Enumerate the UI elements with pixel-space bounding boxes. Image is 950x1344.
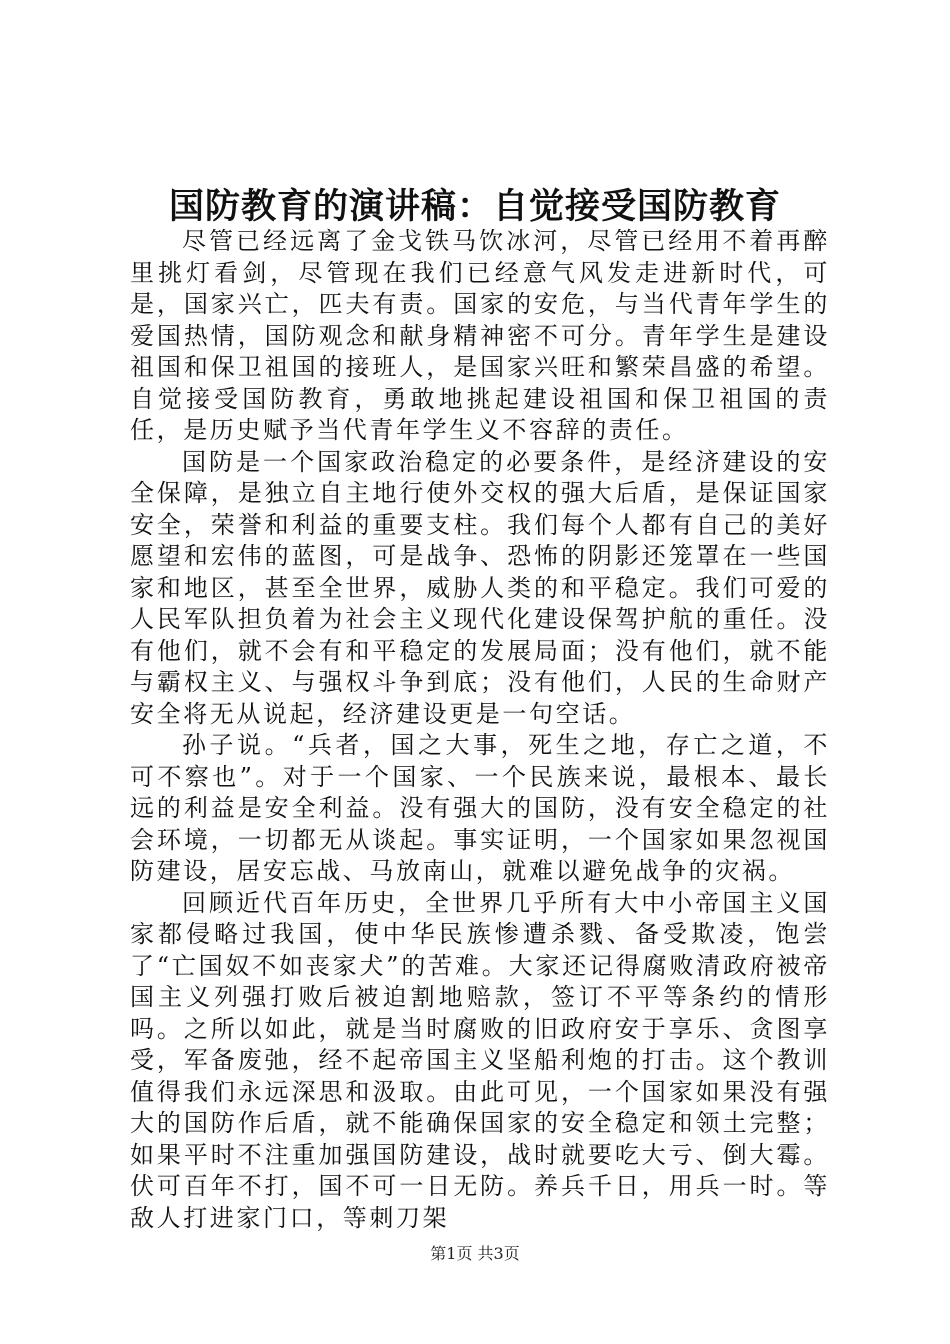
document-title: 国防教育的演讲稿：自觉接受国防教育 [168, 186, 781, 227]
page-footer: 第1页 共3页 [430, 1244, 520, 1263]
paragraph-4: 回顾近代百年历史，全世界几乎所有大中小帝国主义国家都侵略过我国，使中华民族惨遭杀戮、备受欺凌，饱尝了“亡国奴不如丧家犬”的苦难。大家还记得腐败清政府被帝国主义列强打败后被迫割地赔款，签订不平等条约的情形吗。之所以如此，就是当时腐败的旧政府安于享乐、贪图享受，军备废弛，经不起帝国主义坚船利炮的打击。这个教训值得我们永远深思和汲取。由此可见，一个国家如果没有强大的国防作后盾，就不能确保国家的安全稳定和领土完整；如果平时不注重加强国防建设，战时就要吃大亏、倒大霉。伏可百年不打，国不可一日无防。养兵千日，用兵一时。等敌人打进家门口，等刺刀架 [130, 888, 830, 1232]
document-body [130, 226, 830, 1234]
paragraph-1: 尽管已经远离了金戈铁马饮冰河，尽管已经用不着再醉里挑灯看剑，尽管现在我们已经意气风发走进新时代，可是，国家兴亡，匹夫有责。国家的安危，与当代青年学生的爱国热情，国防观念和献身精神密不可分。青年学生是建设祖国和保卫祖国的接班人，是国家兴旺和繁荣昌盛的希望。自觉接受国防教育，勇敢地挑起建设祖国和保卫祖国的责任，是历史赋予当代青年学生义不容辞的责任。 [130, 227, 830, 444]
paragraph-2: 国防是一个国家政治稳定的必要条件，是经济建设的安全保障，是独立自主地行使外交权的强大后盾，是保证国家安全，荣誉和利益的重要支柱。我们每个人都有自己的美好愿望和宏伟的蓝图，可是战争、恐怖的阴影还笼罩在一些国家和地区，甚至全世界，威胁人类的和平稳定。我们可爱的人民军队担负着为社会主义现代化建设保驾护航的重任。没有他们，就不会有和平稳定的发展局面；没有他们，就不能与霸权主义、与强权斗争到底；没有他们，人民的生命财产安全将无从说起，经济建设更是一句空话。 [130, 447, 830, 728]
paragraph-3: 孙子说。“兵者，国之大事，死生之地，存亡之道，不可不察也”。对于一个国家、一个民族来说，最根本、最长远的利益是安全利益。没有强大的国防，没有安全稳定的社会环境，一切都无从谈起。事实证明，一个国家如果忽视国防建设，居安忘战、马放南山，就难以避免战争的灾祸。 [130, 731, 830, 885]
